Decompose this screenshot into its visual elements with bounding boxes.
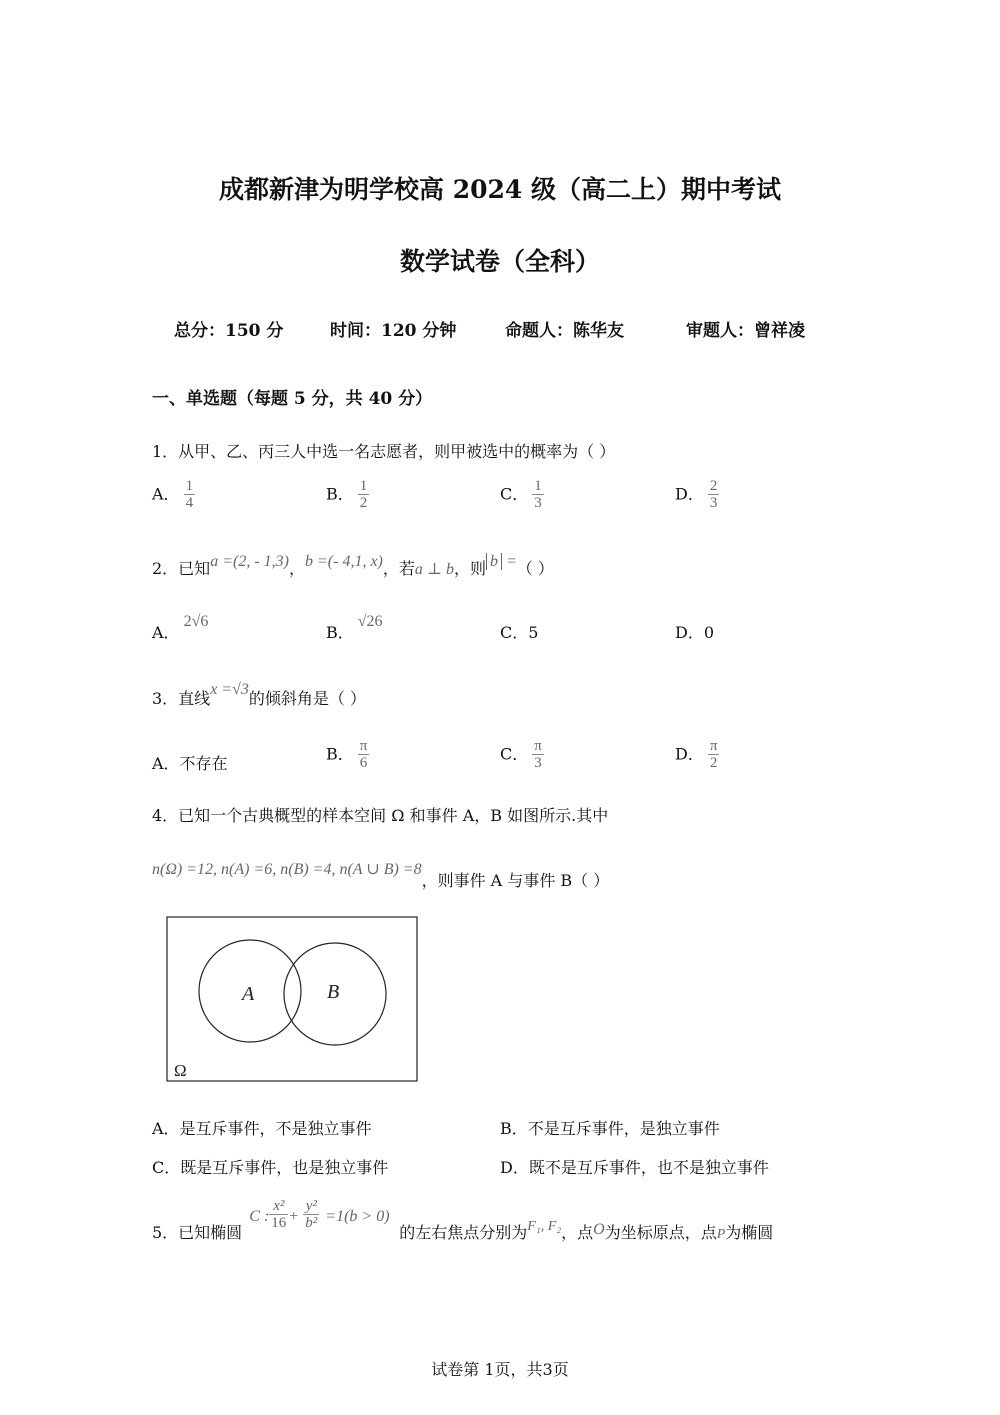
- question-2-option-b: B．√26: [326, 613, 383, 642]
- question-3-option-d: D． $\frac{\pi}{2}$: [675, 738, 718, 771]
- question-2-option-a: A．2√6: [152, 613, 209, 642]
- venn-diagram: [166, 916, 418, 1082]
- venn-label-omega: Ω: [174, 1061, 187, 1080]
- vector-a-expr: a =(2, - 1,3): [210, 553, 289, 570]
- question-4-option-d: D．既不是互斥事件，也不是独立事件: [500, 1158, 769, 1177]
- question-3-text: 3．直线x =√3的倾斜角是（ ）: [152, 681, 366, 708]
- vector-b-expr: b =(- 4,1, x): [304, 553, 383, 570]
- question-5-text: 5．已知椭圆 C : $\frac{\text{x²}}{16}$ + $\frac{\text{y²}}{\text{b²}}$ =1(b > 0) 的左右焦点分别为F₁, F₂，点O为坐标原点，点P为椭圆: [152, 1197, 774, 1242]
- venn-label-a: A: [242, 983, 255, 1005]
- section-heading: 一、单选题（每题 5 分，共 40 分）: [152, 389, 433, 409]
- reviewer: 审题人：曾祥凌: [686, 321, 805, 341]
- page-footer: 试卷第 1页，共3页: [431, 1360, 569, 1379]
- line-equation: x =√3: [210, 681, 249, 698]
- question-4-option-c: C．既是互斥事件，也是独立事件: [152, 1158, 389, 1177]
- exam-subtitle: 数学试卷（全科）: [399, 247, 600, 276]
- exam-time: 时间：120 分钟: [330, 321, 457, 341]
- question-1-text: 1．从甲、乙、丙三人中选一名志愿者，则甲被选中的概率为（ ）: [152, 442, 616, 461]
- sample-space-box: [167, 917, 417, 1081]
- question-2-text: 2．已知a =(2, - 1,3)，b =(- 4,1, x)，若a ⊥ b，则 b =（ ）: [152, 553, 554, 578]
- venn-label-b: B: [327, 981, 340, 1003]
- question-1-option-d: D． $\frac{2}{3}$: [675, 478, 718, 511]
- question-1-option-c: C． $\frac{1}{3}$: [500, 478, 542, 511]
- question-4-option-b: B．不是互斥事件，是独立事件: [500, 1119, 720, 1138]
- ellipse-equation: C : $\frac{\text{x²}}{16}$ + $\frac{\text{y²}}{\text{b²}}$ =1(b > 0): [249, 1197, 390, 1231]
- question-4-condition: n(Ω) =12, n(A) =6, n(B) =4, n(A ∪ B) =8，则事件 A 与事件 B（ ）: [152, 861, 610, 890]
- author: 命题人：陈华友: [505, 321, 624, 341]
- exam-title: 成都新津为明学校高 2024 级（高二上）期中考试: [219, 175, 781, 204]
- abs-b-expr: b: [486, 553, 502, 570]
- question-3-option-b: B． $\frac{\pi}{6}$: [326, 738, 368, 771]
- count-expr: n(Ω) =12, n(A) =6, n(B) =4, n(A ∪ B) =8: [152, 861, 422, 878]
- question-2-option-d: D．0: [675, 623, 715, 642]
- perpendicular-expr: a ⊥ b: [414, 561, 454, 578]
- question-2-option-c: C．5: [500, 623, 539, 642]
- question-1-option-b: B． $\frac{1}{2}$: [326, 478, 368, 511]
- question-3-option-c: C． $\frac{\pi}{3}$: [500, 738, 542, 771]
- question-4-option-a: A．是互斥事件，不是独立事件: [152, 1119, 372, 1138]
- question-4-text: 4．已知一个古典概型的样本空间 Ω 和事件 A，B 如图所示.其中: [152, 806, 609, 825]
- question-3-option-a: A．不存在: [152, 754, 228, 773]
- question-1-option-a: A． $\frac{1}{4}$: [152, 478, 194, 511]
- total-score: 总分：150 分: [174, 321, 284, 341]
